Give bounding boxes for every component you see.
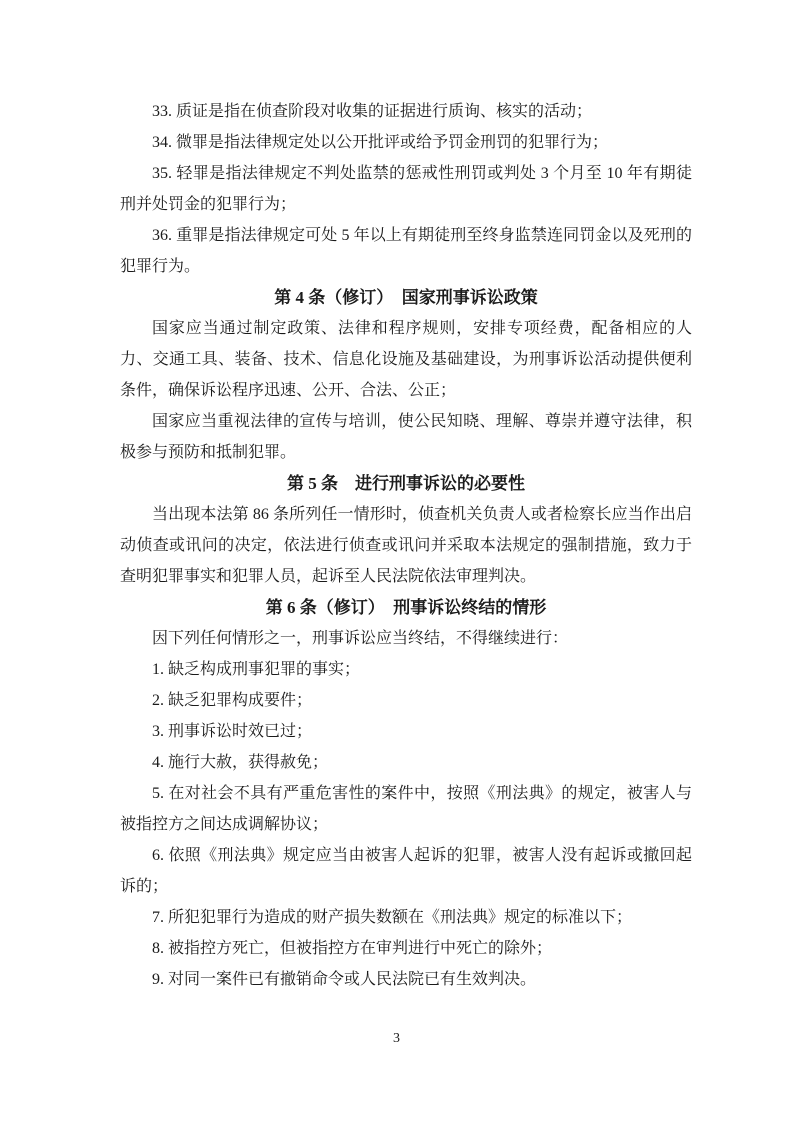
- article-6-item-6: 6. 依照《刑法典》规定应当由被害人起诉的犯罪，被害人没有起诉或撤回起诉的；: [120, 847, 692, 895]
- article-6-heading: 第 6 条（修订） 刑事诉讼终结的情形: [265, 598, 547, 617]
- article-6-item-7: 7. 所犯犯罪行为造成的财产损失数额在《刑法典》规定的标准以下；: [152, 909, 633, 926]
- article-6-item-4: 4. 施行大赦，获得赦免；: [152, 754, 329, 771]
- page-number: 3: [393, 1031, 400, 1046]
- document-text-block: [120, 96, 692, 995]
- article-6-item-8: 8. 被指控方死亡，但被指控方在审判进行中死亡的除外；: [152, 940, 553, 957]
- article-4-heading: 第 4 条（修订） 国家刑事诉讼政策: [274, 288, 538, 307]
- article-6-lead-paragraph: 因下列任何情形之一，刑事诉讼应当终结，不得继续进行：: [152, 630, 569, 647]
- definition-item-34: 34. 微罪是指法律规定处以公开批评或给予罚金刑罚的犯罪行为；: [152, 134, 609, 151]
- article-6-item-5: 5. 在对社会不具有严重危害性的案件中，按照《刑法典》的规定，被害人与被指控方之间达成调解协议；: [120, 785, 692, 833]
- article-5-heading: 第 5 条 进行刑事诉讼的必要性: [287, 474, 525, 493]
- article-6-item-2: 2. 缺乏犯罪构成要件；: [152, 692, 313, 709]
- article-6-item-1: 1. 缺乏构成刑事犯罪的事实；: [152, 661, 361, 678]
- article-5-paragraph-1: 当出现本法第 86 条所列任一情形时，侦查机关负责人或者检察长应当作出启动侦查或讯问的决定，依法进行侦查或讯问并采取本法规定的强制措施，致力于查明犯罪事实和犯罪人员，起诉至人民法院依法审理判决。: [120, 506, 692, 585]
- definition-item-35: 35. 轻罪是指法律规定不判处监禁的惩戒性刑罚或判处 3 个月至 10 年有期徒刑并处罚金的犯罪行为；: [120, 165, 692, 213]
- article-6-item-3: 3. 刑事诉讼时效已过；: [152, 723, 313, 740]
- article-4-paragraph-2: 国家应当重视法律的宣传与培训，使公民知晓、理解、尊崇并遵守法律，积极参与预防和抵制犯罪。: [120, 413, 692, 461]
- definition-item-33: 33. 质证是指在侦查阶段对收集的证据进行质询、核实的活动；: [152, 103, 593, 120]
- article-6-item-9: 9. 对同一案件已有撤销命令或人民法院已有生效判决。: [152, 971, 537, 988]
- article-4-paragraph-1: 国家应当通过制定政策、法律和程序规则，安排专项经费，配备相应的人力、交通工具、装备、技术、信息化设施及基础建设，为刑事诉讼活动提供便利条件，确保诉讼程序迅速、公开、合法、公正；: [120, 320, 692, 399]
- definition-item-36: 36. 重罪是指法律规定可处 5 年以上有期徒刑至终身监禁连同罚金以及死刑的犯罪行为。: [120, 227, 692, 275]
